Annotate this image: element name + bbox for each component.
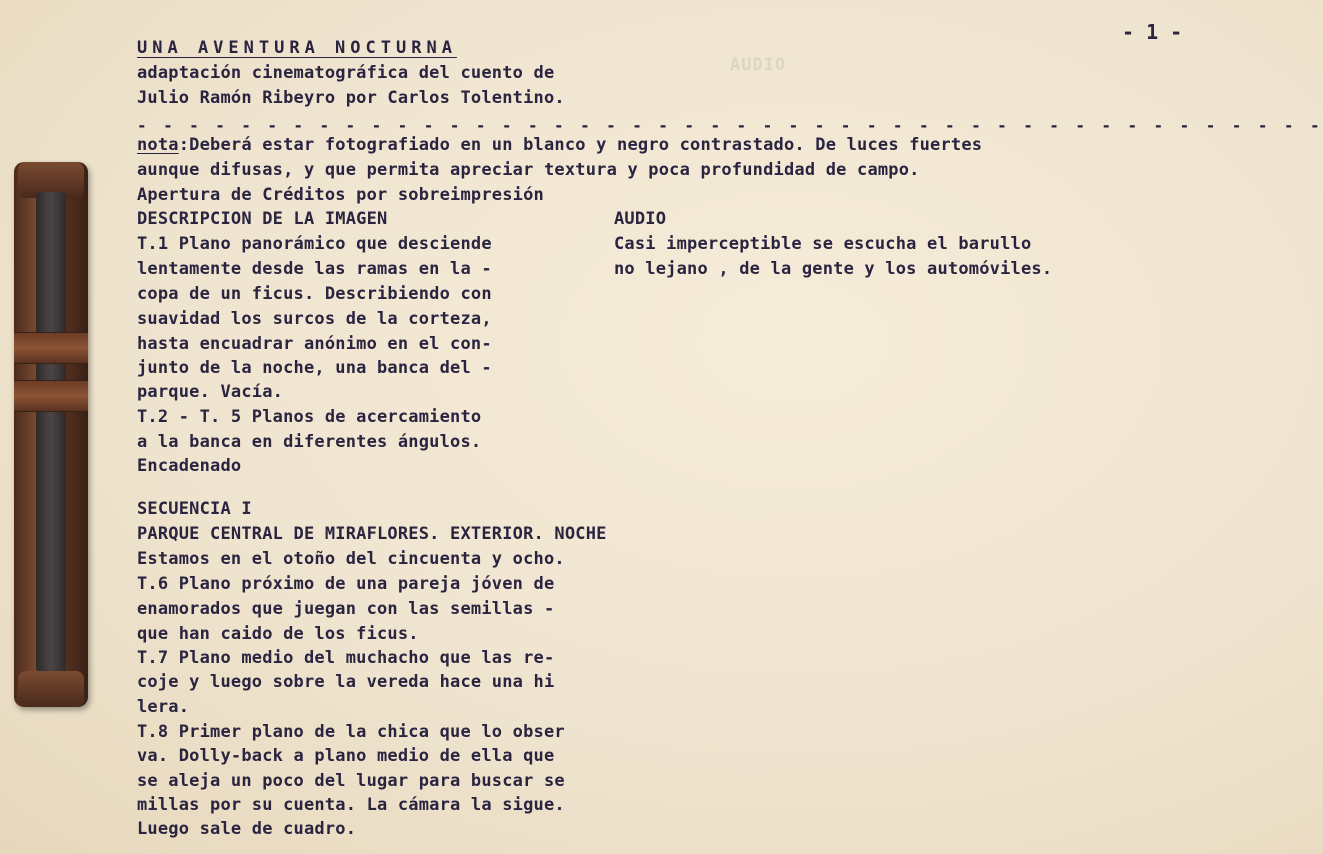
sequence-line: coje y luego sobre la vereda hace una hi: [137, 672, 555, 692]
page-number: - 1 -: [1122, 20, 1183, 44]
image-line: lentamente desde las ramas en la -: [137, 259, 492, 279]
sequence-line: se aleja un poco del lugar para buscar se: [137, 771, 565, 791]
note-line-3: Apertura de Créditos por sobreimpresión: [137, 185, 544, 205]
metal-binder-clip: [14, 162, 88, 707]
image-line: Encadenado: [137, 456, 242, 476]
sequence-line: T.6 Plano próximo de una pareja jóven de: [137, 574, 555, 594]
image-line: junto de la noche, una banca del -: [137, 358, 492, 378]
sequence-line: T.7 Plano medio del muchacho que las re-: [137, 648, 555, 668]
subtitle-line-1: adaptación cinematográfica del cuento de: [137, 63, 555, 83]
audio-line: Casi imperceptible se escucha el barullo: [614, 234, 1032, 254]
sequence-line: enamorados que juegan con las semillas -: [137, 599, 555, 619]
sequence-line: Luego sale de cuadro.: [137, 819, 357, 839]
note-text: :Deberá estar fotografiado en un blanco y negro contrastado. De luces fuertes: [178, 135, 983, 155]
image-line: copa de un ficus. Describiendo con: [137, 284, 492, 304]
sequence-line: que han caido de los ficus.: [137, 624, 419, 644]
binder-bottom-cap: [18, 671, 84, 707]
image-line: parque. Vacía.: [137, 382, 284, 402]
sequence-line: millas por su cuenta. La cámara la sigue.: [137, 795, 565, 815]
image-line: suavidad los surcos de la corteza,: [137, 309, 492, 329]
subtitle-line-2: Julio Ramón Ribeyro por Carlos Tolentino.: [137, 88, 565, 108]
image-line: T.1 Plano panorámico que desciende: [137, 234, 492, 254]
image-line: a la banca en diferentes ángulos.: [137, 432, 482, 452]
note-line-2: aunque difusas, y que permita apreciar textura y poca profundidad de campo.: [137, 160, 920, 180]
image-line: hasta encuadrar anónimo en el con-: [137, 334, 492, 354]
audio-line: no lejano , de la gente y los automóviles.: [614, 259, 1053, 279]
binder-band: [14, 332, 88, 364]
separator-line: - - - - - - - - - - - - - - - - - - - - - - - - - - - - - - - - - - - - - - - - - - - - - -: [137, 116, 1323, 135]
audio-column-header: AUDIO: [614, 209, 667, 229]
note-label: nota: [137, 135, 179, 155]
sequence-line: T.8 Primer plano de la chica que lo obser: [137, 722, 565, 742]
document-title: UNA AVENTURA NOCTURNA: [137, 38, 457, 58]
image-line: T.2 - T. 5 Planos de acercamiento: [137, 407, 482, 427]
image-column-header: DESCRIPCION DE LA IMAGEN: [137, 209, 388, 229]
sequence-line: Estamos en el otoño del cincuenta y ocho.: [137, 549, 565, 569]
binder-slot: [36, 192, 66, 672]
sequence-line: lera.: [137, 697, 190, 717]
sequence-line: va. Dolly-back a plano medio de ella que: [137, 746, 555, 766]
bleed-through-text: AUDIO: [730, 55, 787, 75]
binder-band: [14, 380, 88, 412]
note-line-1: [137, 133, 982, 157]
sequence-title: SECUENCIA I: [137, 499, 252, 519]
sequence-location: PARQUE CENTRAL DE MIRAFLORES. EXTERIOR. NOCHE: [137, 524, 607, 544]
